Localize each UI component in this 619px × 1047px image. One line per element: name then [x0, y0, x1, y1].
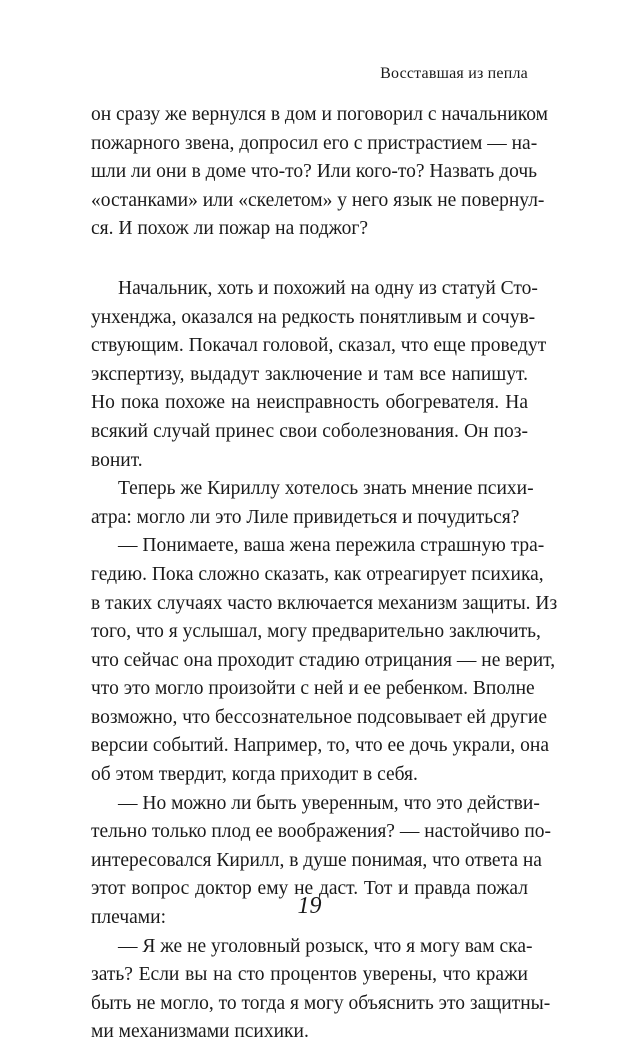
text-line: в таких случаях часто включается механизм защиты. Из — [91, 592, 558, 614]
text-line: ми механизмами психики. — [91, 1021, 309, 1043]
text-line: экспертизу, выдадут заключение и там все напишут. — [91, 363, 528, 385]
text-line: шли ли они в доме что-то? Или кого-то? Назвать дочь — [91, 161, 538, 183]
text-line: он сразу же вернулся в дом и поговорил с начальником — [91, 104, 548, 125]
text-line: ствующим. Покачал головой, сказал, что еще проведут — [91, 335, 547, 357]
text-line: возможно, что бессознательное подсовывает ей другие — [91, 706, 548, 728]
section-break — [91, 244, 528, 275]
text-line: унхенджа, оказался на редкость понятливым и сочув- — [91, 306, 536, 328]
text-line: того, что я услышал, могу предварительно заключить, — [91, 621, 541, 643]
text-line: версии событий. Например, то, что ее дочь украли, она — [91, 735, 550, 757]
text-line: всякий случай принес свои соболезнования. Он поз- — [91, 420, 528, 442]
text-line: — Понимаете, ваша жена пережила страшную тра- — [118, 535, 545, 557]
text-line: тельно только плод ее воображения? — настойчиво по- — [91, 821, 552, 843]
text-line: атра: могло ли это Лиле привидеться и почудиться? — [91, 506, 520, 528]
text-line: — Я же не уголовный розыск, что я могу вам ска- — [118, 935, 533, 957]
text-line: об этом твердит, когда приходит в себя. — [91, 764, 418, 786]
text-line: что это могло произойти с ней и ее ребенком. Вполне — [91, 678, 535, 700]
text-line: гедию. Пока сложно сказать, как отреагирует психика, — [91, 563, 544, 585]
text-line: что сейчас она проходит стадию отрицания — не верит, — [91, 649, 556, 671]
text-line: — Но можно ли быть уверенным, что это действи- — [118, 792, 540, 814]
text-line: вонит. — [91, 449, 143, 471]
text-line: Но пока похоже на неисправность обогревателя. На — [91, 392, 528, 414]
text-line: плечами: — [91, 907, 166, 929]
text-line: зать? Если вы на сто процентов уверены, что кражи — [91, 964, 528, 986]
text-line: интересовался Кирилл, в душе понимая, что ответа на — [91, 849, 542, 871]
text-line: Начальник, хоть и похожий на одну из статуй Сто- — [118, 277, 538, 299]
text-line: быть не могло, то тогда я могу объяснить это защитны- — [91, 992, 551, 1014]
running-head: Восставшая из пепла — [380, 65, 528, 82]
text-line: Теперь же Кириллу хотелось знать мнение психи- — [118, 478, 534, 500]
text-line: этот вопрос доктор ему не даст. Тот и правда пожал — [91, 878, 528, 900]
text-line: ся. И похож ли пожар на поджог? — [91, 218, 369, 240]
text-line: пожарного звена, допросил его с пристрастием — на- — [91, 132, 538, 154]
text-line: «останками» или «скелетом» у него язык не повернул- — [91, 189, 545, 211]
page-number: 19 — [297, 893, 322, 919]
